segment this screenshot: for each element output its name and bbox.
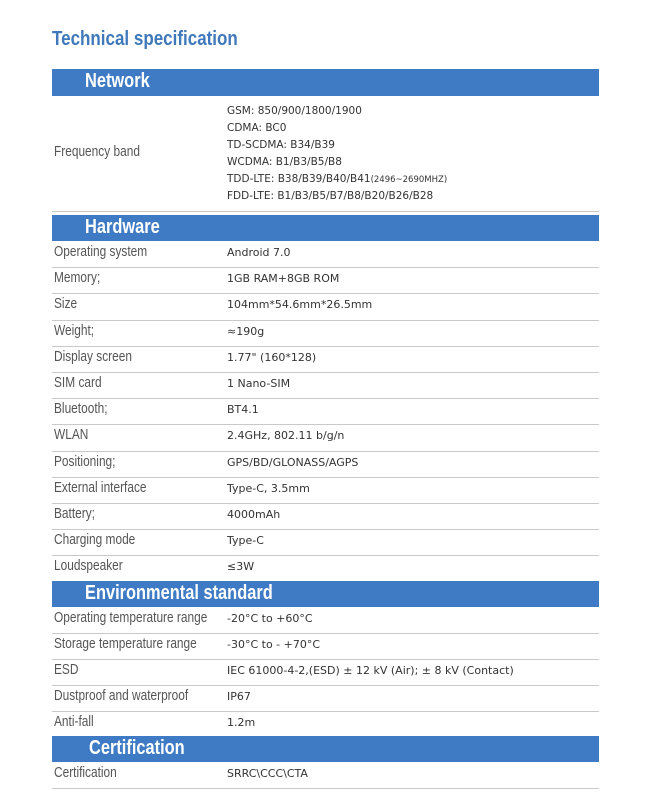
section-header-hardware (52, 215, 599, 241)
spec-value: -30°C to - +70°C (227, 638, 321, 651)
spec-row (52, 685, 599, 712)
frequency-line: GSM: 850/900/1800/1900 (227, 105, 362, 117)
section-title-certification: Certification (89, 737, 185, 759)
spec-value: IEC 61000-4-2,(ESD) ± 12 kV (Air); ± 8 kV (Contact) (227, 664, 514, 677)
spec-value: Type-C, 3.5mm (227, 481, 310, 495)
spec-label: Dustproof and waterproof (54, 688, 189, 704)
page-title: Technical specification (52, 28, 238, 50)
section-header-certification (52, 736, 599, 762)
spec-label: Memory; (54, 270, 101, 287)
spec-value: -20°C to +60°C (227, 612, 313, 625)
spec-label: Loudspeaker (54, 558, 123, 575)
spec-label: Size (54, 296, 78, 313)
spec-row (52, 293, 599, 320)
spec-row (52, 320, 599, 347)
spec-value: ≤3W (227, 560, 255, 574)
spec-label: Operating system (54, 244, 148, 260)
section-title-network: Network (85, 70, 150, 92)
spec-value: 104mm*54.6mm*26.5mm (227, 298, 373, 312)
spec-row (52, 346, 599, 373)
spec-row (52, 398, 599, 425)
spec-label: Operating temperature range (54, 610, 208, 626)
spec-label: External interface (54, 479, 147, 496)
spec-value: 2.4GHz, 802.11 b/g/n (227, 429, 345, 443)
spec-row (52, 711, 599, 738)
spec-value: 1 Nano-SIM (227, 377, 291, 390)
spec-row (52, 451, 599, 478)
frequency-line-tdd-bands: TDD-LTE: B38/B39/B40/B41 (227, 173, 371, 185)
frequency-line: TD-SCDMA: B34/B39 (227, 139, 335, 151)
spec-value: GPS/BD/GLONASS/AGPS (227, 455, 359, 469)
spec-row (52, 633, 599, 660)
section-header-network (52, 69, 599, 96)
spec-row (52, 372, 599, 399)
spec-value: ≈190g (227, 324, 265, 338)
spec-row (52, 477, 599, 504)
section-title-environmental: Environmental standard (85, 582, 273, 604)
spec-value: SRRC\CCC\CTA (227, 767, 308, 780)
spec-label: Positioning; (54, 453, 116, 470)
spec-value: BT4.1 (227, 403, 259, 417)
spec-row (52, 762, 599, 789)
frequency-line: CDMA: BC0 (227, 122, 287, 134)
spec-row (52, 503, 599, 530)
spec-value: 1.77" (160*128) (227, 350, 317, 364)
spec-label: Weight; (54, 322, 95, 339)
spec-row (52, 607, 599, 634)
spec-value: IP67 (227, 690, 251, 703)
spec-row (52, 555, 599, 582)
spec-row-frequency-band (52, 96, 599, 212)
spec-value: Android 7.0 (227, 246, 291, 259)
spec-label: Anti-fall (54, 714, 94, 730)
frequency-line-tdd (227, 171, 447, 188)
spec-label: ESD (54, 662, 79, 678)
section-header-environmental (52, 581, 599, 607)
spec-label: WLAN (54, 427, 89, 444)
spec-row (52, 267, 599, 294)
spec-label: Bluetooth; (54, 401, 108, 418)
spec-label: Storage temperature range (54, 636, 197, 652)
spec-row (52, 241, 599, 268)
spec-label: Display screen (54, 348, 132, 365)
frequency-line-tdd-range: (2496~2690MHZ) (370, 175, 448, 185)
spec-value: 4000mAh (227, 508, 281, 521)
spec-value: 1.2m (227, 716, 256, 729)
spec-value: Type-C (227, 534, 264, 548)
spec-row (52, 659, 599, 686)
spec-label: Certification (54, 765, 117, 781)
spec-label: Frequency band (54, 144, 140, 160)
spec-label: Charging mode (54, 532, 136, 549)
frequency-line: FDD-LTE: B1/B3/B5/B7/B8/B20/B26/B28 (227, 190, 434, 202)
spec-row (52, 529, 599, 556)
frequency-line: WCDMA: B1/B3/B5/B8 (227, 156, 342, 168)
spec-value: 1GB RAM+8GB ROM (227, 272, 340, 286)
spec-label: Battery; (54, 506, 95, 522)
spec-row (52, 424, 599, 451)
section-title-hardware: Hardware (85, 216, 160, 238)
spec-label: SIM card (54, 375, 102, 391)
